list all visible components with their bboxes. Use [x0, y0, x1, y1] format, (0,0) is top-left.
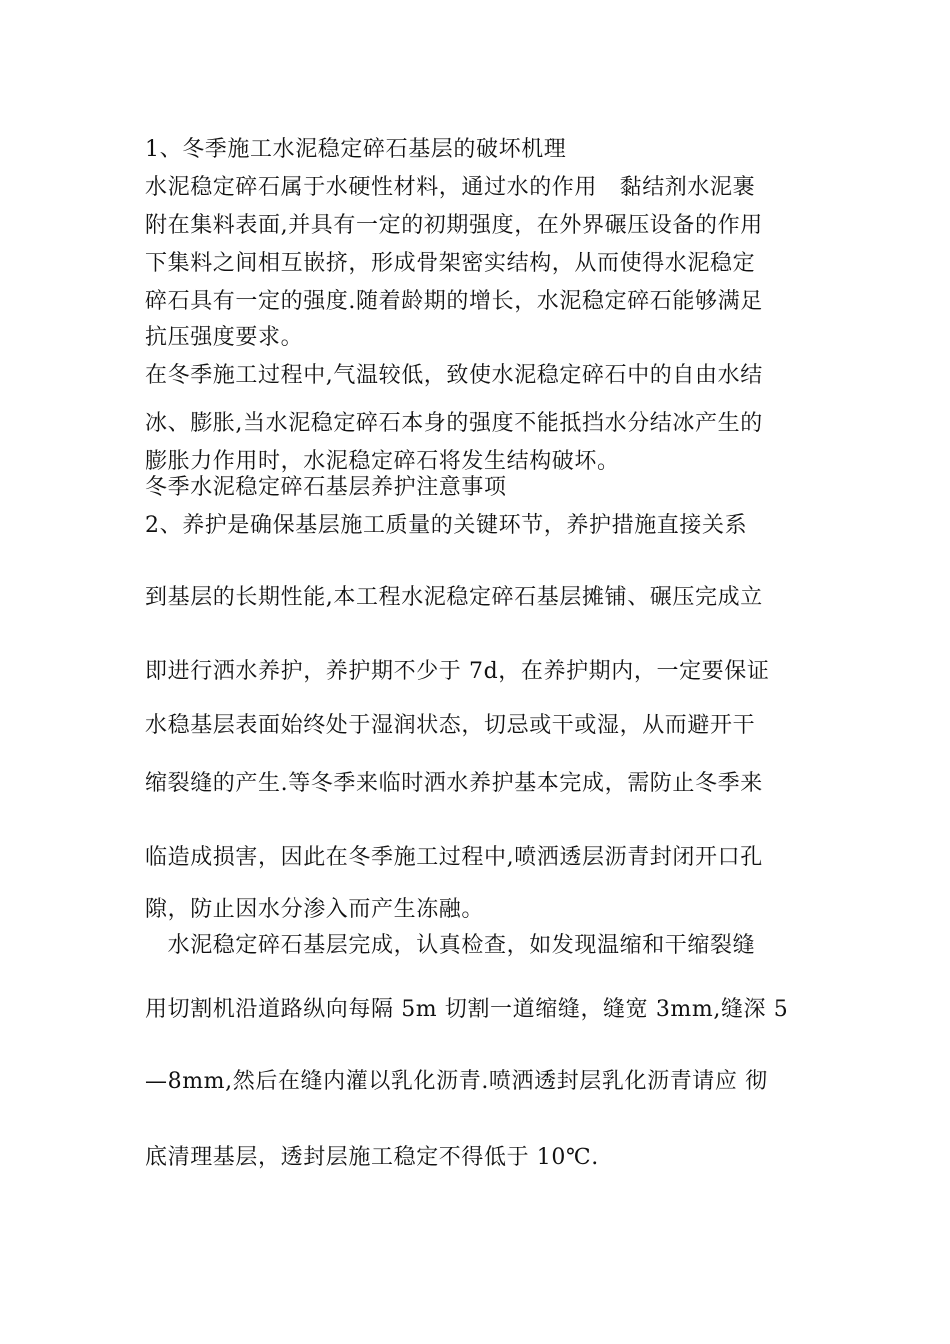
paragraph-line: 附在集料表面,并具有一定的初期强度，在外界碾压设备的作用 [145, 213, 763, 238]
paragraph-line: 水稳基层表面始终处于湿润状态，切忌或干或湿，从而避开干 [145, 713, 756, 738]
paragraph-line: 缩裂缝的产生.等冬季来临时洒水养护基本完成，需防止冬季来 [145, 771, 763, 796]
paragraph-line: 抗压强度要求。 [145, 325, 304, 350]
section-heading-1: 1、冬季施工水泥稳定碎石基层的破坏机理 [145, 137, 567, 162]
paragraph-line: 隙，防止因水分渗入而产生冻融。 [145, 897, 485, 922]
paragraph-line: 2、养护是确保基层施工质量的关键环节，养护措施直接关系 [145, 513, 748, 538]
paragraph-line: 到基层的长期性能,本工程水泥稳定碎石基层摊铺、碾压完成立 [145, 585, 763, 610]
paragraph-line: 下集料之间相互嵌挤，形成骨架密实结构，从而使得水泥稳定 [145, 251, 756, 276]
paragraph-line: 底清理基层，透封层施工稳定不得低于 10℃. [145, 1145, 599, 1170]
paragraph-line: 即进行洒水养护，养护期不少于 7d，在养护期内，一定要保证 [145, 659, 770, 684]
paragraph-line: 水泥稳定碎石基层完成，认真检查，如发现温缩和干缩裂缝 [145, 933, 756, 958]
paragraph-line: —8mm,然后在缝内灌以乳化沥青.喷洒透封层乳化沥青请应 彻 [145, 1069, 768, 1094]
paragraph-line: 膨胀力作用时，水泥稳定碎石将发生结构破坏。 [145, 449, 620, 474]
section-heading-2: 冬季水泥稳定碎石基层养护注意事项 [145, 475, 507, 500]
paragraph-line: 在冬季施工过程中,气温较低，致使水泥稳定碎石中的自由水结 [145, 363, 763, 388]
paragraph-line: 水泥稳定碎石属于水硬性材料，通过水的作用 黏结剂水泥裹 [145, 175, 756, 200]
paragraph-line: 临造成损害，因此在冬季施工过程中,喷洒透层沥青封闭开口孔 [145, 845, 763, 870]
paragraph-line: 用切割机沿道路纵向每隔 5m 切割一道缩缝，缝宽 3mm,缝深 5 [145, 997, 789, 1022]
paragraph-line: 冰、膨胀,当水泥稳定碎石本身的强度不能抵挡水分结冰产生的 [145, 411, 763, 436]
paragraph-line: 碎石具有一定的强度.随着龄期的增长，水泥稳定碎石能够满足 [145, 289, 763, 314]
